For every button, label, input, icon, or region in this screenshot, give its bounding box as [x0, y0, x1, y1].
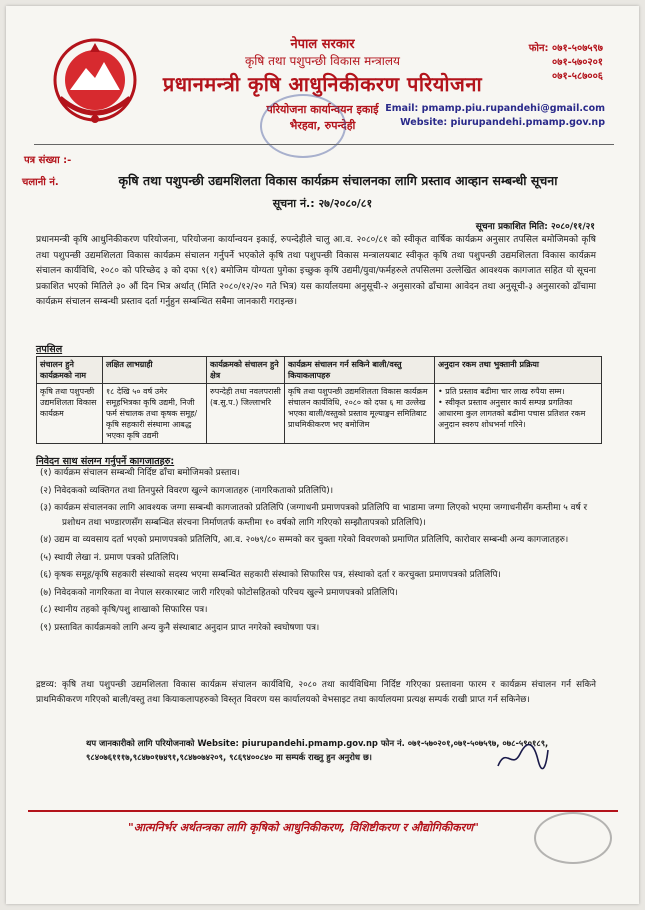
column-header: संचालन हुने कार्यक्रमको नाम [37, 357, 103, 384]
dispatch-number-label: चलानी नं. [22, 177, 59, 188]
program-name-cell: कृषि तथा पशुपन्छी उद्यमशिलता विकास कार्यक्रम [37, 384, 103, 444]
column-header: लक्षित लाभग्राही [103, 357, 207, 384]
list-item: (१) कार्यक्रम संचालन सम्बन्धी निर्दिष्ट ढाँचा बमोजिमको प्रस्ताव। [40, 468, 240, 478]
header-divider [34, 144, 614, 145]
beneficiary-cell: १८ देखि ५० वर्ष उमेर समूहभित्रका कृषि उद्यमी, निजी फर्म संचालक तथा कृषक समूह/कृषि सहकारी संस्थामा आबद्ध भएका कृषि उद्यमी [103, 384, 207, 444]
table-header-row [37, 357, 602, 384]
column-header: अनुदान रकम तथा भुक्तानी प्रक्रिया [435, 357, 602, 384]
list-item: (५) स्थायी लेखा नं. प्रमाण पत्रको प्रतिलिपि। [40, 552, 179, 563]
office-place: भैरहवा, रुपन्देही [289, 119, 356, 132]
list-item: (४) उद्यम वा व्यवसाय दर्ता भएको प्रमाणपत्रको प्रतिलिपि, आ.व. २०७९/८० सम्मको कर चुक्ता गरेको विवरणको प्रमाणित प्रतिलिपि, कारोवार सम्बन्धी अन्य कागजातहरु। [40, 535, 569, 545]
notice-page [6, 6, 639, 904]
website-link[interactable]: Website: piurupandehi.pmamp.gov.np [400, 117, 605, 128]
notice-body: प्रधानमन्त्री कृषि आधुनिकीकरण परियोजना, परियोजना कार्यान्वयन इकाई, रुपन्देहीले चालु आ.व. २०८०/८१ को स्वीकृत वार्षिक कार्यक्रम अनुसार तपसिल बमोजिमको कृषि तथा पशुपन्छी उद्यमशिलता विकास कार्यक्रम संचालन गर्नुपर्ने भएकोले कृषि तथा पशुपन्छी विकास मन्त्रालयबाट स्वीकृत कृषि तथा पशुपन्छी उद्यमशिलता विकास कार्यक्रम संचालन कार्यविधि, २०८० को परिच्छेद ३ को दफा ९(१) बमोजिम योग्यता पुगेका इच्छुक कृषि उद्यमी/युवा/फर्महरुले तपसिलमा उल्लेखित आवश्यक कागजात सहित यो सूचना प्रकाशित भएको मितिले ३० औं दिन भित्र अर्थात् (मिति २०८०/१२/२० गते भित्र) यस कार्यालयमा अनुसूची-२ अनुसारको ढाँचामा आवेदन तथा अनुसूची-३ अनुसारको ढाँचामा कार्यक्रम संचालन सम्बन्धी प्रस्ताव दर्ता गर्नुहुन सम्बन्धित सबैमा जानकारी गराइन्छ। [36, 235, 596, 307]
office-seal-stamp [260, 94, 346, 158]
list-item: (९) प्रस्तावित कार्यक्रमको लागि अन्य कुनै संस्थाबाट अनुदान प्राप्त नगरेको स्वघोषणा पत्र। [40, 622, 320, 633]
government-name: नेपाल सरकार [290, 37, 355, 52]
footer-divider [28, 810, 618, 812]
notice-number: सूचना नं.: २७/२०८०/८१ [272, 197, 373, 210]
phone-number: ०७१-५०७५९७ [552, 43, 603, 54]
round-office-stamp [534, 812, 612, 864]
unit-name: परियोजना कार्यान्वयन इकाई [266, 103, 379, 116]
area-cell: रुपन्देही तथा नवलपरासी (ब.सु.प.) जिल्लाभरि [207, 384, 285, 444]
grant-bullet: • स्वीकृत प्रस्ताव अनुसार कार्य सम्पन्न प्रगतिका आधारमा कुल लागतको बढीमा पचास प्रतिशत रकम अनुदान स्वरुप शोधभर्ना गरिने। [438, 398, 586, 429]
list-item: (८) स्थानीय तहको कृषि/पशु शाखाको सिफारिस पत्र। [40, 605, 208, 615]
ministry-name: कृषि तथा पशुपन्छी विकास मन्त्रालय [245, 54, 400, 68]
grant-bullet: • प्रति प्रस्ताव बढीमा चार लाख रुपैया सम्म। [438, 387, 565, 396]
more-info-paragraph: थप जानकारीको लागि परियोजनाको Website: piurupandehi.pmamp.gov.np फोन नं. ०७१-५७०२०१,०७१-५०७५९७, ०७८-५९०१८९, ९८४०७६१११७,९८४७०१७४९१,९८४७०७४२०९, ९८६९४००८४० मा सम्पर्क राख्नु हुन अनुरोध छ। [86, 738, 549, 762]
list-item: (६) कृषक समूह/कृषि सहकारी संस्थाको सदस्य भएमा सम्बन्धित सहकारी संस्थाको सिफारिस पत्र, संस्थाको दर्ता र करचुक्ता प्रमाणपत्रको प्रतिलिपि। [40, 570, 501, 580]
grant-cell [435, 384, 602, 444]
letter-number-label: पत्र संख्या :- [24, 155, 72, 166]
footer-slogan: "आत्मनिर्भर अर्थतन्त्रका लागि कृषिको आधुनिकीकरण, विशिष्टीकरण र औद्योगिकीकरण" [128, 821, 479, 834]
documents-list [36, 466, 596, 638]
email-link[interactable]: Email: pmamp.piu.rupandehi@gmail.com [385, 103, 605, 114]
crops-cell: कृषि तथा पशुपन्छी उद्यमशिलता विकास कार्यक्रम संचालन कार्यविधि, २०८० को दफा ६ मा उल्लेख भएका बाली/वस्तुको प्रस्ताव मूल्याङ्कन समितिबाट प्राथमिकीकरण भए बमोजिम [285, 384, 435, 444]
phone-number: ०७१-५७०२०१ [552, 57, 603, 68]
notice-title: कृषि तथा पशुपन्छी उद्यमशिलता विकास कार्यक्रम संचालनका लागि प्रस्ताव आव्हान सम्बन्धी सूचना [118, 173, 558, 188]
list-item: (३) कार्यक्रम संचालनका लागि आवश्यक जग्गा सम्बन्धी कागजातको प्रतिलिपि (जग्गाधनी प्रमाणपत्रको प्रतिलिपि वा भाडामा जग्गा लिएको भएमा जग्गाधनीसँग कम्तीमा ५ वर्ष र प्रशोधन तथा भण्डारणसँग सम्बन्धित संरचना निर्माणतर्फ कम्तीमा १० वर्षको लागि गरिएको सम्झौतापत्रको प्रतिलिपि)। [40, 503, 588, 528]
phone-number: ०७१-५८७००६ [552, 71, 603, 82]
project-name: प्रधानमन्त्री कृषि आधुनिकीकरण परियोजना [162, 72, 483, 96]
publication-date: सूचना प्रकाशित मिति: २०८०/११/२१ [475, 222, 595, 232]
list-item: (७) निवेदकको नागरिकता वा नेपाल सरकारबाट जारी गरिएको फोटोसहितको परिचय खुल्ने प्रमाणपत्रको प्रतिलिपि। [40, 587, 398, 598]
handwritten-signature [494, 740, 550, 776]
phone-label: फोन: [528, 43, 549, 54]
table-row [37, 384, 602, 444]
documents-heading: निवेदन साथ संलग्न गर्नुपर्ने कागजातहरु: [36, 456, 175, 467]
schedule-heading: तपसिल [36, 344, 63, 355]
contact-block [385, 102, 605, 130]
column-header: कार्यक्रम संचालन गर्न सकिने बाली/वस्तु कियाकलापहरु [285, 357, 435, 384]
letterhead [6, 6, 639, 146]
list-item: (२) निवेदकको व्यक्तिगत तथा तिनपुस्ते विवरण खुल्ने कागजातहरु (नागरिकताको प्रतिलिपि)। [40, 485, 334, 496]
column-header: कार्यक्रमको संचालन हुने क्षेत्र [207, 357, 285, 384]
note-paragraph: द्रष्टव्य: कृषि तथा पशुपन्छी उद्यमशिलता विकास कार्यक्रम संचालन कार्यविधि, २०८० तथा कार्यविधिमा निर्दिष्ट गरिएका प्रस्तावना फारम र कार्यक्रम संचालन गर्न सकिने प्राथमिकीकरण गरिएको बाली/वस्तु तथा कियाकलापहरुको विस्तृत विवरण यस कार्यालयको वेभसाइट तथा कार्यालयमा प्रत्यक्ष सम्पर्क राखी प्राप्त गर्न सकिनेछ। [36, 680, 596, 705]
schedule-table [36, 356, 602, 444]
phone-block [529, 42, 603, 84]
